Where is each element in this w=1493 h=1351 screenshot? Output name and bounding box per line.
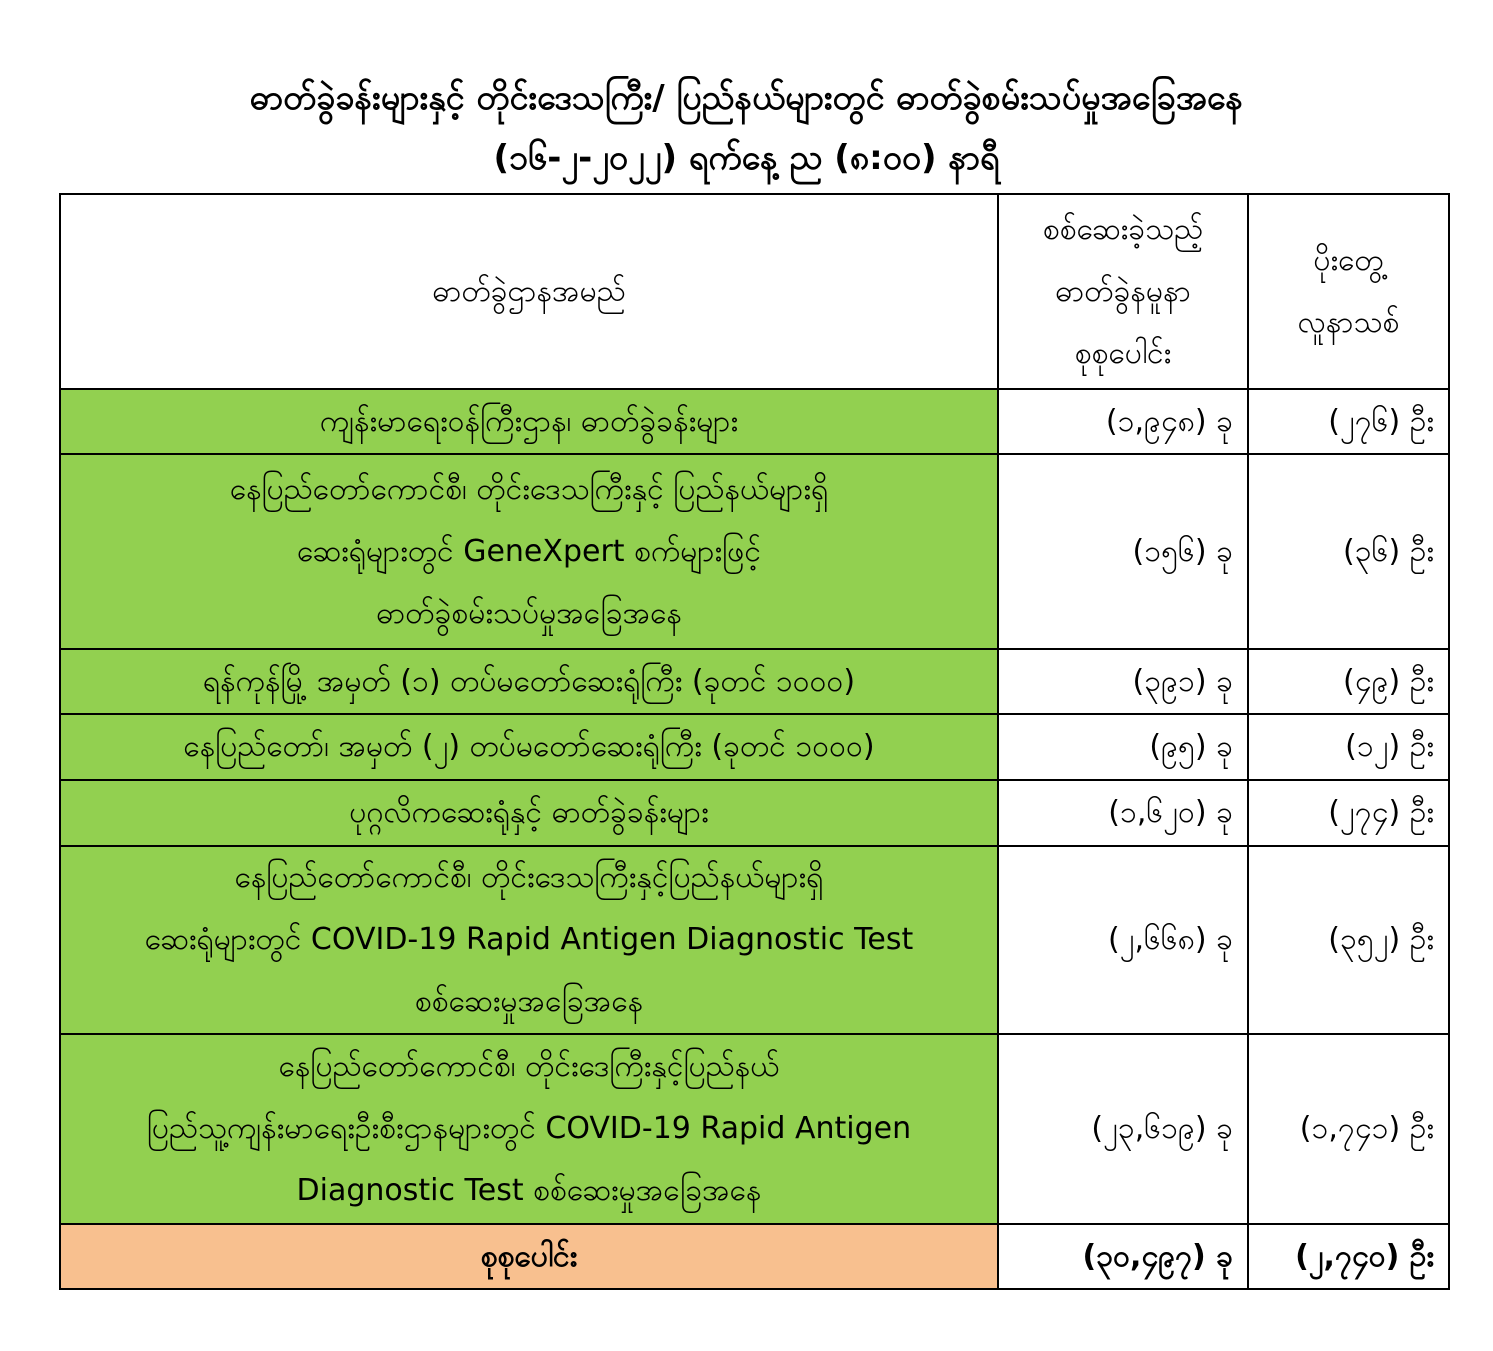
lab-name-line: ဆေးရုံများတွင် GeneXpert စက်များဖြင့်	[297, 533, 761, 569]
lab-name-cell	[60, 1034, 998, 1224]
lab-name-cell	[60, 389, 998, 454]
header-positive	[1248, 194, 1449, 389]
lab-name-line: Diagnostic Test စစ်ဆေးမှုအခြေအနေ	[296, 1173, 762, 1208]
title-block	[0, 68, 1493, 188]
lab-name-line: ဆေးရုံများတွင် COVID-19 Rapid Antigen Diagnostic Test	[144, 922, 914, 957]
lab-name-cell	[60, 846, 998, 1034]
header-total-tested-line: စစ်ဆေးခဲ့သည့်	[1042, 211, 1204, 247]
lab-name-cell	[60, 649, 998, 714]
table-row	[60, 714, 1449, 780]
header-positive-line: ပိုးတွေ့	[1313, 242, 1384, 278]
total-label: စုစုပေါင်း	[60, 1224, 998, 1289]
lab-name-line: နေပြည်တော်ကောင်စီ၊ တိုင်းဒေသကြီးနှင့် ပြည်နယ်များရှိ	[229, 471, 829, 507]
total-row	[60, 1224, 1449, 1289]
tested-cell: (၁၅၆) ခု	[998, 454, 1248, 649]
lab-name-line: ပြည်သူ့ကျန်းမာရေးဦးစီးဌာနများတွင် COVID-19 Rapid Antigen	[146, 1111, 912, 1146]
header-lab-name: ဓာတ်ခွဲဌာနအမည်	[60, 194, 998, 389]
lab-name-cell	[60, 780, 998, 846]
tested-cell: (၂၃,၆၁၉) ခု	[998, 1034, 1248, 1224]
report-date: (၁၆-၂-၂၀၂၂) ရက်နေ့ ည (၈:၀၀) နာရီ	[493, 138, 1000, 178]
positive-cell: (၃၅၂) ဦး	[1248, 846, 1449, 1034]
lab-name-line: နေပြည်တော်ကောင်စီ၊ တိုင်းဒေသကြီးနှင့်ပြည်နယ်များရှိ	[234, 860, 824, 895]
tested-cell: (၁,၉၄၈) ခု	[998, 389, 1248, 454]
lab-testing-table	[59, 193, 1450, 1290]
header-total-tested-line: စုစုပေါင်း	[1074, 335, 1172, 371]
table-row	[60, 454, 1449, 649]
tested-cell: (၁,၆၂၀) ခု	[998, 780, 1248, 846]
table-row	[60, 649, 1449, 714]
lab-name-cell	[60, 714, 998, 780]
header-total-tested-line: ဓာတ်ခွဲနမူနာ	[1055, 273, 1191, 309]
lab-name-line: ပုဂ္ဂလိကဆေးရုံနှင့် ဓာတ်ခွဲခန်းများ	[349, 795, 709, 830]
lab-name-line: ရန်ကုန်မြို့ အမှတ် (၁) တပ်မတော်ဆေးရုံကြီး (ခုတင် ၁၀၀၀)	[202, 663, 856, 699]
positive-cell: (၁၂) ဦး	[1248, 714, 1449, 780]
positive-cell: (၁,၇၄၁) ဦး	[1248, 1034, 1449, 1224]
table-row	[60, 389, 1449, 454]
header-total-tested	[998, 194, 1248, 389]
lab-name-line: ဓာတ်ခွဲစမ်းသပ်မှုအခြေအနေ	[376, 595, 682, 631]
lab-name-line: စစ်ဆေးမှုအခြေအနေ	[414, 984, 644, 1019]
positive-cell: (၃၆) ဦး	[1248, 454, 1449, 649]
positive-cell: (၄၉) ဦး	[1248, 649, 1449, 714]
report-title: ဓာတ်ခွဲခန်းများနှင့် တိုင်းဒေသကြီး/ ပြည်နယ်များတွင် ဓာတ်ခွဲစမ်းသပ်မှုအခြေအနေ	[250, 78, 1243, 118]
positive-cell: (၂၇၆) ဦး	[1248, 389, 1449, 454]
tested-cell: (၂,၆၆၈) ခု	[998, 846, 1248, 1034]
tested-cell: (၃၉၁) ခု	[998, 649, 1248, 714]
total-tested: (၃၀,၄၉၇) ခု	[998, 1224, 1248, 1289]
table-row	[60, 1034, 1449, 1224]
table-row	[60, 846, 1449, 1034]
lab-name-line: ကျန်းမာရေးဝန်ကြီးဌာန၊ ဓာတ်ခွဲခန်းများ	[319, 403, 739, 439]
table-header-row	[60, 194, 1449, 389]
lab-name-line: နေပြည်တော်ကောင်စီ၊ တိုင်းဒေကြီးနှင့်ပြည်နယ်	[278, 1049, 780, 1084]
positive-cell: (၂၇၄) ဦး	[1248, 780, 1449, 846]
lab-name-line: နေပြည်တော်၊ အမှတ် (၂) တပ်မတော်ဆေးရုံကြီး (ခုတင် ၁၀၀၀)	[183, 729, 875, 764]
header-positive-line: လူနာသစ်	[1297, 304, 1400, 340]
lab-name-cell	[60, 454, 998, 649]
table-row	[60, 780, 1449, 846]
tested-cell: (၉၅) ခု	[998, 714, 1248, 780]
total-positive: (၂,၇၄၀) ဦး	[1248, 1224, 1449, 1289]
